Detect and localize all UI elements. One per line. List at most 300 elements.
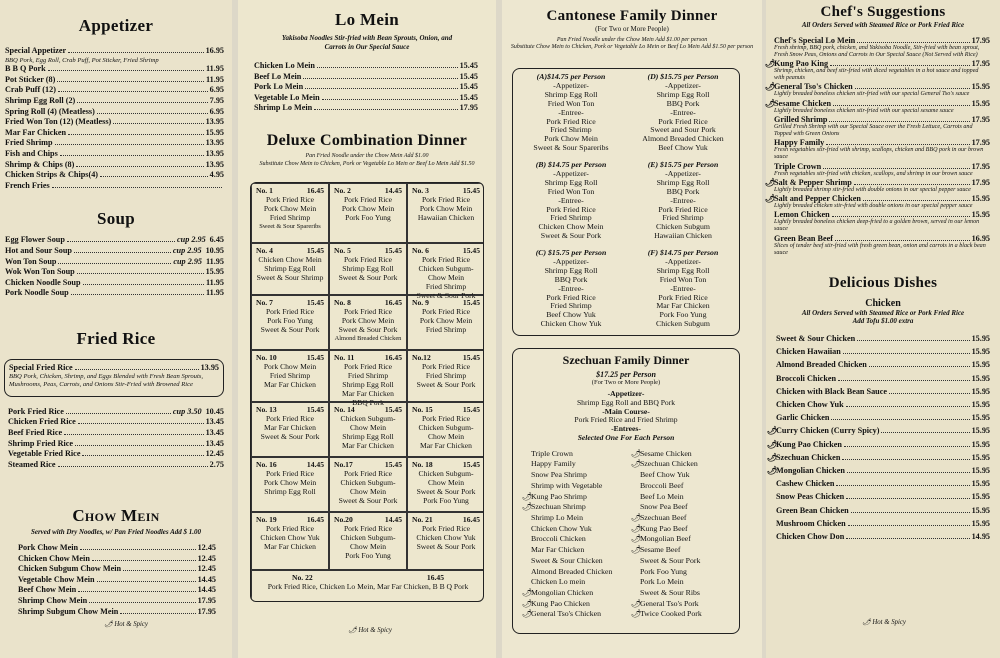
menu-item: [8, 407, 224, 418]
delicious-heading: Delicious Dishes: [828, 274, 938, 291]
leader-dots: [303, 72, 457, 79]
pepper-icon: 🌶: [630, 598, 642, 608]
combo-line: Pork Fried Rice: [421, 414, 471, 424]
menu-item: [18, 596, 216, 607]
item-name: Shrimp Lo Mein: [254, 103, 313, 113]
lo-mein-list: [254, 61, 478, 114]
menu-item: [5, 128, 224, 139]
choice-name: Sweet & Sour Ribs: [639, 587, 700, 597]
combo-header: [252, 460, 328, 469]
combo-cell: [329, 350, 407, 408]
leader-dots: [83, 278, 204, 285]
item-price: 15.95: [971, 193, 990, 203]
leader-dots: [58, 85, 208, 92]
combo-number: No. 8: [334, 298, 351, 307]
combo-number: No.12: [412, 353, 431, 362]
leader-dots: [77, 267, 204, 274]
choice-name: Szechuan Shrimp: [531, 502, 586, 512]
item-price: 17.95: [971, 161, 990, 171]
menu-item: [5, 138, 224, 149]
combo-cell: [251, 570, 484, 602]
item-name: Mar Far Chicken: [5, 127, 67, 137]
dinner-line: Fried Shrimp: [662, 213, 704, 223]
leader-dots: [97, 107, 208, 114]
item-price: 10.95: [205, 245, 224, 255]
chicken-heading: Chicken: [865, 297, 901, 309]
leader-dots: [830, 59, 969, 66]
item-price: 15.95: [971, 386, 990, 396]
szechuan-choice: [531, 449, 640, 460]
combo-line: Pork Foo Yung: [345, 551, 391, 561]
item-name: Pork Chow Mein: [18, 542, 79, 552]
combo-line: Pork Chow Mein: [263, 478, 317, 488]
item-name: Lemon Chicken: [774, 210, 830, 220]
menu-item: [254, 61, 478, 72]
cantonese-note-2: Substitute Chow Mein to Chicken, Pork or Vegetable Lo Mein or Beef Lo Mein Add $1.50 per person: [510, 44, 754, 50]
family-dinner: [629, 249, 737, 329]
combo-header: [408, 515, 484, 524]
combo-line: Sweet & Sour Pork: [338, 496, 398, 506]
combo-cell: [251, 512, 329, 570]
combo-price: 15.45: [462, 186, 480, 195]
leader-dots: [857, 334, 969, 341]
menu-item: [5, 160, 224, 171]
dinner-line: Shrimp Egg Roll: [544, 89, 598, 99]
dinner-line: Fried Won Ton: [659, 274, 707, 284]
choice-name: Mongolian Beef: [639, 534, 691, 544]
choice-name: Beef Chow Yuk: [639, 470, 690, 480]
combo-price: 16.45: [384, 353, 402, 362]
item-name: Vegetable Fried Rice: [8, 449, 81, 459]
menu-item: [5, 96, 224, 107]
combo-line: Pork Fried Rice: [421, 195, 471, 205]
item-price: 12.45: [205, 449, 224, 459]
szechuan-choice: [640, 502, 739, 513]
szechuan-choice: [640, 470, 739, 481]
choice-name: Triple Crown: [531, 448, 573, 458]
dinner-line: -Appetizer-: [553, 168, 589, 178]
combo-line: Sweet & Sour Pork: [416, 291, 476, 301]
item-description: BBQ Pork, Egg Roll, Crab Puff, Pot Sticker, Fried Shrimp: [5, 56, 159, 64]
dinner-line: Pork Fried Rice: [658, 292, 708, 302]
dinner-line: -Entree-: [558, 283, 584, 293]
menu-item: [765, 98, 990, 108]
combo-cell: [407, 350, 484, 402]
item-description: Lightly breaded boneless chicken stir-fried with our special sesame sauce: [774, 107, 954, 114]
family-dinner: [517, 161, 625, 241]
cup-price: cup 2.95: [177, 235, 206, 245]
pepper-icon: 🌶: [630, 534, 642, 544]
menu-item: [5, 246, 224, 257]
pepper-icon: 🌶: [522, 587, 533, 597]
combo-header: [408, 246, 484, 255]
leader-dots: [55, 138, 204, 145]
dinner-line: -Entree-: [670, 283, 696, 293]
item-name: Pork Noodle Soup: [5, 288, 69, 298]
item-price: 15.45: [459, 92, 478, 102]
combo-line: Chicken Subgum-: [340, 478, 396, 488]
combo-header: [330, 353, 406, 362]
dinner-line: Pork Chow Mein: [544, 134, 598, 144]
dinner-price: (B) $14.75 per Person: [535, 160, 607, 169]
item-price: 15.95: [971, 518, 990, 528]
pepper-icon: 🌶: [765, 193, 776, 203]
item-name: Wok Won Ton Soup: [5, 267, 75, 277]
item-name: Curry Chicken (Curry Spicy): [776, 426, 880, 436]
combo-line: Sweet & Sour Pork: [416, 542, 476, 552]
combo-number: No. 6: [412, 246, 429, 255]
combo-line: Chicken Subgum-: [418, 469, 474, 479]
combo-price: 16.45: [462, 515, 480, 524]
item-name: Mushroom Chicken: [776, 518, 846, 528]
leader-dots: [889, 387, 970, 394]
choice-name: General Tso's Chicken: [531, 609, 602, 619]
soup-heading: Soup: [96, 209, 136, 229]
chefs-subtitle: All Orders Served with Steamed Rice or Pork Fried Rice: [801, 21, 965, 29]
combo-header: [330, 515, 406, 524]
chefs-heading: Chef's Suggestions: [820, 4, 946, 20]
menu-item: [776, 530, 990, 543]
combo-line: BBQ Pork: [352, 398, 384, 408]
combo-price: 15.45: [462, 353, 480, 362]
dinner-line: Chicken Chow Yuk: [540, 319, 602, 329]
choice-name: Twice Cooked Pork: [639, 609, 702, 619]
combo-cell: [329, 183, 407, 243]
menu-item: [254, 82, 478, 93]
dinner-line: Fried Won Ton: [547, 98, 595, 108]
szechuan-choice: [531, 470, 640, 481]
combo-price: 15.45: [306, 298, 324, 307]
dinner-line: -Appetizer-: [665, 80, 701, 90]
item-price: 16.95: [205, 46, 224, 55]
menu-item: [5, 288, 224, 299]
combo-line: Fried Shrimp: [425, 371, 467, 381]
combo-line: Fried Shrimp: [269, 213, 311, 223]
item-name: French Fries: [5, 180, 50, 190]
item-price: 13.95: [205, 117, 224, 127]
dinner-line: Pork Fried Rice: [658, 204, 708, 214]
dinner-line: Fried Shrimp: [550, 301, 592, 311]
item-name: Pork Lo Mein: [254, 82, 304, 92]
item-name: Chef's Special Lo Mein: [774, 35, 856, 45]
item-name: Kung Pao King: [774, 58, 829, 68]
combo-line: Pork Fried Rice: [343, 255, 393, 265]
combo-header: [408, 460, 484, 469]
szechuan-choice: [630, 448, 739, 460]
menu-item: [774, 115, 990, 124]
choice-name: Sesame Beef: [639, 545, 681, 555]
combo-line: Sweet & Sour Pork: [338, 273, 398, 283]
dinner-line: Pork Fried Rice: [546, 292, 596, 302]
dinner-line: -Entree-: [558, 195, 584, 205]
item-price: 15.95: [971, 360, 990, 370]
leader-dots: [317, 61, 458, 68]
item-name: Won Ton Soup: [5, 256, 57, 266]
szechuan-price: $17.25 per Person: [596, 370, 656, 379]
szechuan-choice: [531, 524, 640, 535]
deluxe-note-2: Substitute Chow Mein to Chicken, Pork or Vegetable Lo Mein or Beef Lo Mein Add $1.50: [259, 160, 475, 167]
dinner-line: Pork Fried Rice: [546, 116, 596, 126]
pepper-icon: 🌶: [765, 82, 776, 92]
szechuan-choice: [531, 481, 640, 492]
combo-number: No. 22: [292, 573, 313, 582]
pepper-icon: 🌶: [348, 627, 357, 634]
combo-price: 16.45: [306, 515, 324, 524]
menu-item: [767, 464, 990, 477]
item-name: Hot and Sour Soup: [5, 245, 72, 255]
combo-line: Pork Fried Rice: [343, 307, 393, 317]
menu-item: [254, 72, 478, 83]
combo-line: Chow Mein: [349, 487, 387, 497]
combo-line: Sweet & Sour Pork: [416, 487, 476, 497]
main-course-text: Pork Fried Rice and Fried Shrimp: [574, 415, 678, 425]
item-description: Lightly breaded boneless chicken deep-fried to a golden brown, served in our lemon sauce: [774, 219, 980, 233]
combo-number: No. 1: [256, 186, 273, 195]
item-name: Fried Shrimp: [5, 138, 53, 148]
item-description: Lightly breaded chicken stir-fried with double onions in our special pepper sauce: [774, 202, 973, 209]
menu-item: [18, 607, 216, 618]
dinner-line: Shrimp Egg Roll: [656, 89, 710, 99]
cantonese-dinners-box: [512, 68, 740, 336]
dinner-line: -Appetizer-: [553, 256, 589, 266]
combo-cell: [251, 457, 329, 512]
dinner-line: Shrimp Egg Roll: [544, 177, 598, 187]
menu-item: [5, 75, 224, 86]
special-fried-rice-box: [4, 359, 224, 397]
szechuan-choice: [640, 492, 739, 503]
dinner-line: Almond Breaded Chicken: [642, 134, 724, 144]
combo-price: 15.45: [306, 405, 324, 414]
leader-dots: [78, 585, 195, 592]
szechuan-choice: [522, 587, 640, 599]
item-price: 15.95: [971, 210, 990, 220]
item-price: 6.95: [209, 106, 224, 116]
item-name: Shrimp Chow Mein: [18, 595, 88, 605]
menu-item: [767, 451, 990, 464]
hot-spicy-legend: [862, 618, 906, 626]
combo-cell: [329, 402, 407, 457]
item-name: Spring Roll (4) (Meatless): [5, 106, 95, 116]
combo-line: Pork Fried Rice: [421, 255, 471, 265]
combo-number: No. 7: [256, 298, 273, 307]
item-price: 15.95: [971, 452, 990, 462]
dinner-line: Chicken Chow Mein: [538, 222, 604, 232]
delicious-subtitle: All Orders Served with Steamed Rice or Pork Fried Rice: [801, 308, 965, 317]
combo-price: 14.45: [306, 460, 324, 469]
item-price: 7.95: [209, 95, 224, 105]
szechuan-choice: [630, 513, 739, 524]
item-description: Fresh vegetables stir-fried with shrimp, scallops, chicken and BBQ pork in our brown sauce: [774, 147, 984, 161]
item-price: 17.95: [971, 114, 990, 124]
szechuan-choice: [640, 556, 739, 567]
item-description: Lightly breaded shrimp stir-fried with double onions in our special pepper sauce: [774, 186, 971, 193]
combo-cell: [407, 402, 484, 457]
combo-line: Fried Shrimp: [425, 325, 467, 335]
choice-name: Sweet & Sour Pork: [639, 555, 701, 565]
menu-item: [776, 372, 990, 385]
combo-line: Pork Fried Rice: [343, 469, 393, 479]
combo-header: [252, 515, 328, 524]
dinner-line: -Entree-: [670, 107, 696, 117]
cup-price: cup 3.50: [172, 406, 202, 416]
dinner-line: Beef Chow Yuk: [658, 143, 708, 153]
combo-line: Pork Fried Rice: [265, 307, 315, 317]
combo-price: 15.45: [462, 298, 480, 307]
leader-dots: [838, 374, 969, 381]
item-price: 13.95: [205, 138, 224, 148]
dinner-line: Fried Shrimp: [550, 213, 592, 223]
item-price: 15.95: [971, 373, 990, 383]
leader-dots: [831, 413, 969, 420]
combo-line: Pork Fried Rice: [421, 362, 471, 372]
combo-line: Shrimp Egg Roll: [264, 264, 316, 274]
choice-name: Szechuan Beef: [639, 513, 687, 522]
leader-dots: [100, 170, 208, 177]
combo-cell: [251, 350, 329, 402]
item-price: 11.95: [206, 256, 224, 266]
item-price: 13.45: [205, 428, 224, 438]
item-name: Shrimp Fried Rice: [8, 438, 74, 448]
combo-number: No. 9: [412, 298, 429, 307]
menu-item: [5, 117, 224, 128]
pepper-icon: 🌶: [767, 439, 778, 449]
szechuan-box: [512, 348, 740, 634]
choice-name: Broccoli Beef: [639, 480, 684, 490]
szechuan-choice: [630, 609, 739, 620]
combo-line: Sweet & Sour Spareribs: [259, 223, 321, 231]
menu-item: [5, 181, 224, 192]
combo-line: Chicken Chow Mein: [258, 255, 322, 265]
item-name: Chicken Chow Yuk: [776, 399, 844, 409]
combo-header: [408, 298, 484, 307]
appetizer-list: [5, 46, 224, 191]
menu-item: [8, 449, 224, 460]
item-price: 15.95: [971, 333, 990, 343]
combo-line: Sweet & Sour Pork: [416, 380, 476, 390]
dinner-line: BBQ Pork: [554, 274, 588, 284]
choice-name: Snow Pea Shrimp: [531, 470, 587, 480]
combo-number: No. 19: [256, 515, 277, 524]
combo-line: Fried Shrimp: [425, 282, 467, 292]
szechuan-choice: [531, 556, 640, 567]
deluxe-note-1: Pan Fried Noodle under the Chow Mein Add $1.00: [305, 152, 429, 159]
choice-name: Kung Pao Chicken: [531, 598, 590, 608]
choice-name: Almond Breaded Chicken: [531, 566, 613, 576]
combo-line: Pork Fried Rice: [343, 362, 393, 372]
combo-line: Chicken Subgum-: [418, 264, 474, 274]
combo-number: No. 2: [334, 186, 351, 195]
fried-rice-list: [8, 407, 224, 471]
item-price: 15.95: [205, 127, 224, 137]
szechuan-choice: [531, 567, 640, 578]
item-name: Vegetable Chow Mein: [18, 574, 95, 584]
szechuan-choice: [640, 588, 739, 599]
hot-spicy-legend: [104, 620, 148, 628]
combo-price: 15.45: [462, 460, 480, 469]
item-price: 4.95: [209, 170, 224, 180]
combo-header: [252, 353, 328, 362]
combo-cell: [329, 457, 407, 512]
combo-price: 15.45: [384, 405, 402, 414]
combo-price: 15.45: [384, 460, 402, 469]
szechuan-choice: [522, 502, 640, 513]
combo-line: Pork Chow Mein: [263, 362, 317, 372]
item-name: Beef Lo Mein: [254, 71, 302, 81]
chow-mein-heading: Chow Mein: [72, 506, 160, 526]
menu-item: [5, 170, 224, 181]
dinner-line: Pork Fried Rice: [546, 204, 596, 214]
combo-number: No. 11: [334, 353, 355, 362]
pepper-icon: 🌶: [522, 609, 533, 619]
item-price: 14.95: [971, 532, 990, 541]
choice-name: Kung Pao Shrimp: [531, 491, 587, 501]
item-name: Vegetable Lo Mein: [254, 92, 320, 102]
leader-dots: [71, 288, 204, 295]
item-description: BBQ Pork, Chicken, Shrimp, and Eggs Blended with Fresh Bean Sprouts, Mushrooms, Peas, Carrots, and Onions Stir-Fried with Browned Rice: [9, 373, 204, 389]
item-name: Steamed Rice: [8, 459, 56, 469]
item-name: Chicken Chow Mein: [18, 553, 90, 563]
family-dinner: [629, 73, 737, 153]
menu-item: [5, 235, 224, 246]
menu-item: [767, 424, 990, 437]
combo-line: Pork Fried Rice: [343, 195, 393, 205]
item-price: 15.95: [971, 426, 990, 436]
item-price: 15.95: [971, 347, 990, 357]
combo-price: 16.45: [426, 573, 444, 582]
item-name: Chicken Fried Rice: [8, 417, 76, 427]
dinner-line: Mar Far Chicken: [656, 301, 710, 311]
item-name: General Tso's Chicken: [774, 82, 853, 92]
combo-line: Mar Far Chicken: [264, 542, 316, 552]
combo-line: Fried Shrimp: [347, 371, 389, 381]
leader-dots: [120, 607, 195, 614]
combo-header: [252, 405, 328, 414]
item-price: 2.75: [209, 459, 224, 469]
leader-dots: [74, 246, 171, 253]
combo-line: Pork Chow Mein: [419, 316, 473, 326]
menu-item: [776, 358, 990, 371]
item-name: Fish and Chips: [5, 148, 58, 158]
menu-item: [767, 438, 990, 451]
leader-dots: [48, 64, 204, 71]
dinner-line: Hawaiian Chicken: [654, 231, 712, 241]
combo-cell: [329, 243, 407, 295]
pepper-icon: 🌶: [522, 502, 533, 512]
pepper-icon: 🌶: [630, 609, 642, 619]
chow-mein-subtitle: Served with Dry Noodles, w/ Pan Fried Noodles Add $ 1.00: [30, 528, 202, 537]
combo-header: [252, 246, 328, 255]
szechuan-choice: [531, 545, 640, 556]
combo-line: Mar Far Chicken: [264, 380, 316, 390]
leader-dots: [68, 128, 203, 135]
leader-dots: [846, 492, 969, 499]
hot-spicy-legend: [348, 626, 392, 634]
item-price: 14.45: [197, 585, 216, 595]
menu-item: [765, 58, 990, 68]
choice-name: Pork Lo Mein: [639, 577, 684, 587]
combo-header: [408, 405, 484, 414]
menu-item: [18, 554, 216, 565]
leader-dots: [52, 181, 222, 188]
menu-item: [8, 417, 224, 428]
combo-line: Sweet & Sour Pork: [260, 432, 320, 442]
menu-item: [18, 575, 216, 586]
item-price: 15.45: [459, 61, 478, 70]
leader-dots: [846, 532, 969, 539]
dinner-line: Sweet and Sour Pork: [650, 125, 716, 135]
item-name: Cashew Chicken: [776, 479, 835, 489]
menu-item: [5, 64, 224, 75]
